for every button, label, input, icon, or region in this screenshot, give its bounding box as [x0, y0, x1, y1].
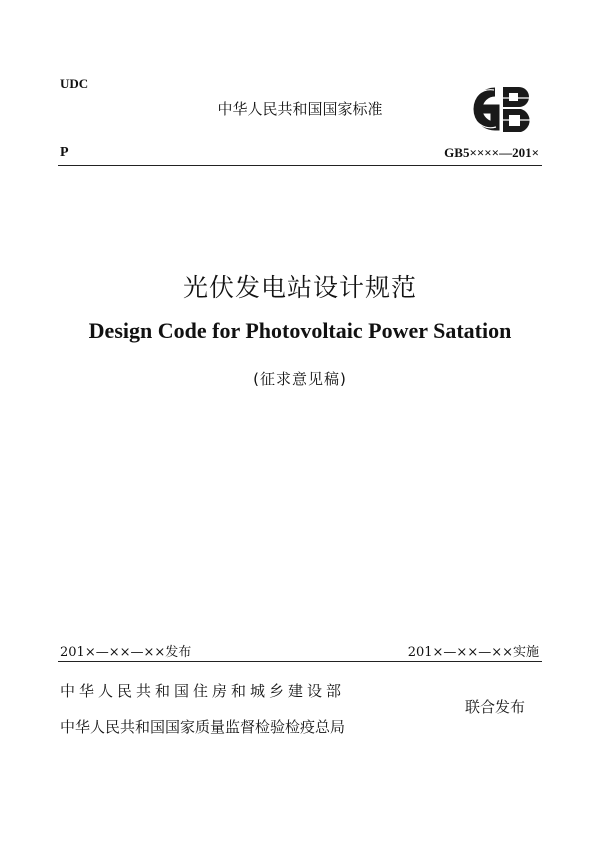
joint-release-label: 联合发布: [465, 698, 526, 716]
udc-label: UDC: [60, 76, 89, 91]
header-divider: [58, 165, 542, 166]
footer-divider: [58, 661, 542, 662]
issuer-ministry: 中华人民共和国住房和城乡建设部: [60, 682, 346, 700]
issue-date: 201×—××—××发布: [60, 645, 192, 660]
classification-label: P: [60, 145, 69, 160]
standard-number: GB5××××—201×: [444, 145, 539, 160]
national-standard-text: 中华人民共和国国家标准: [217, 100, 383, 118]
draft-note: (征求意见稿): [253, 370, 347, 388]
title-chinese: 光伏发电站设计规范: [182, 273, 417, 302]
implementation-date: 201×—××—××实施: [407, 645, 539, 660]
title-english: Design Code for Photovoltaic Power Satation: [88, 318, 512, 343]
gb-logo-icon: [457, 82, 541, 136]
issuer-administration: 中华人民共和国国家质量监督检验检疫总局: [60, 718, 346, 736]
